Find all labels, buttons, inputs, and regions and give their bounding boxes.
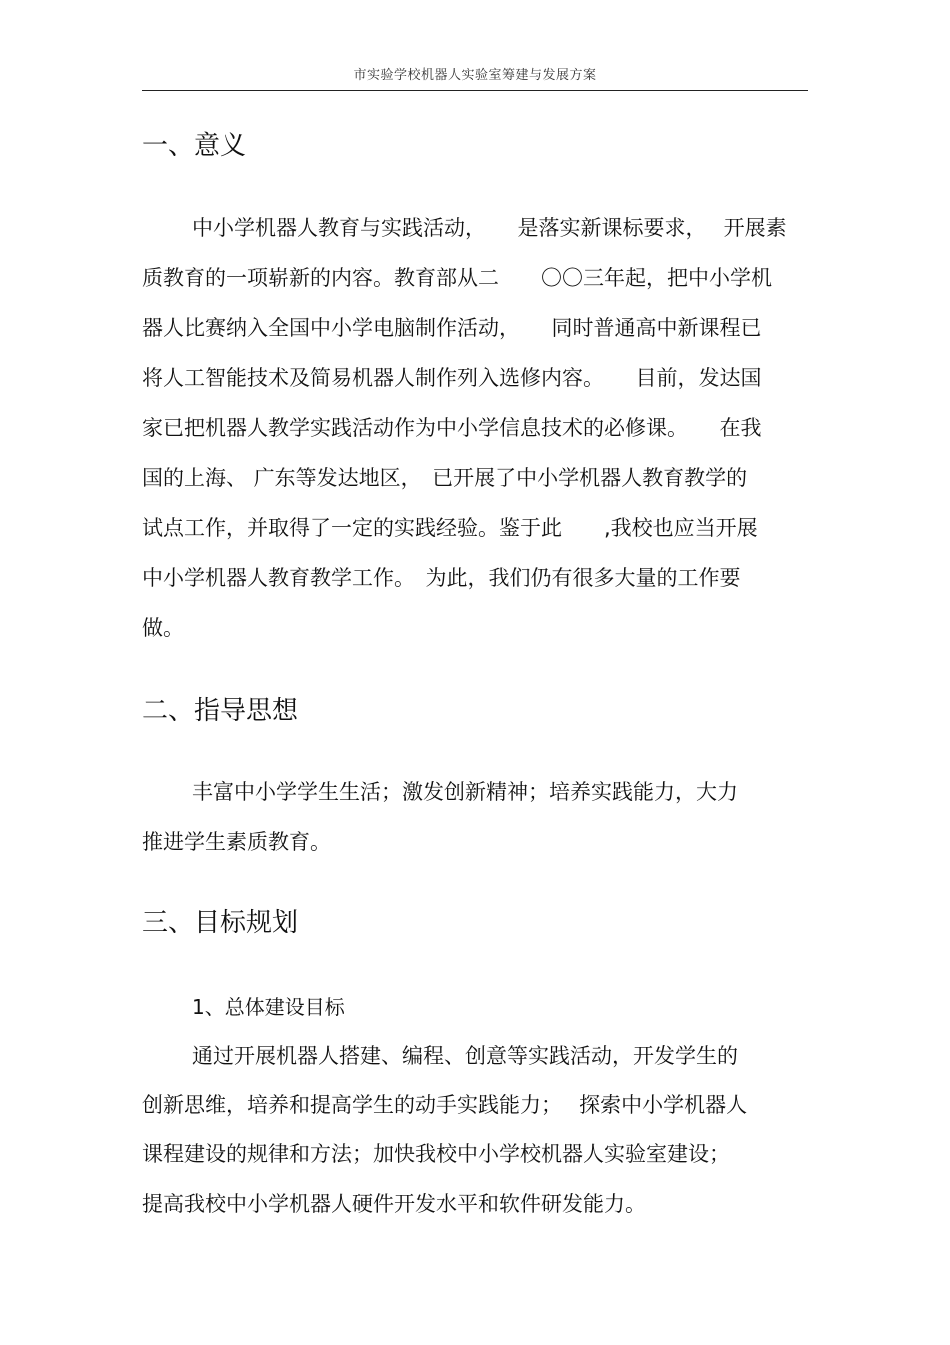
header-rule: [142, 90, 808, 91]
paragraph-line: 将人工智能技术及简易机器人制作列入选修内容。 目前，发达国: [142, 366, 762, 390]
paragraph-line: 中小学机器人教育教学工作。 为此，我们仍有很多大量的工作要: [142, 566, 741, 590]
section-heading-guiding-ideology: 二、指导思想: [142, 696, 299, 726]
paragraph-line: 试点工作，并取得了一定的实践经验。鉴于此 ,我校也应当开展: [142, 516, 758, 540]
paragraph-line: 通过开展机器人搭建、编程、创意等实践活动，开发学生的: [192, 1044, 738, 1068]
section-heading-significance: 一、意义: [142, 131, 247, 161]
paragraph-line: 中小学机器人教育与实践活动， 是落实新课标要求， 开展素: [192, 216, 787, 240]
paragraph-line: 器人比赛纳入全国中小学电脑制作活动， 同时普通高中新课程已: [142, 316, 762, 340]
paragraph-line: 质教育的一项崭新的内容。教育部从二 〇〇三年起，把中小学机: [142, 266, 772, 290]
paragraph-line: 提高我校中小学机器人硬件开发水平和软件研发能力。: [142, 1192, 646, 1216]
running-header: 市实验学校机器人实验室筹建与发展方案: [353, 68, 597, 83]
paragraph-line: 家已把机器人教学实践活动作为中小学信息技术的必修课。 在我: [142, 416, 762, 440]
paragraph-line: 推进学生素质教育。: [142, 830, 331, 854]
paragraph-line: 课程建设的规律和方法；加快我校中小学校机器人实验室建设；: [142, 1142, 730, 1166]
paragraph-line: 国的上海、 广东等发达地区， 已开展了中小学机器人教育教学的: [142, 466, 748, 490]
subsection-heading-overall-goal: 1、总体建设目标: [192, 995, 345, 1019]
paragraph-line: 丰富中小学学生生活；激发创新精神；培养实践能力，大力: [192, 780, 738, 804]
paragraph-line: 创新思维，培养和提高学生的动手实践能力； 探索中小学机器人: [142, 1093, 748, 1117]
section-heading-goal-planning: 三、目标规划: [142, 908, 299, 938]
paragraph-line: 做。: [142, 616, 184, 640]
